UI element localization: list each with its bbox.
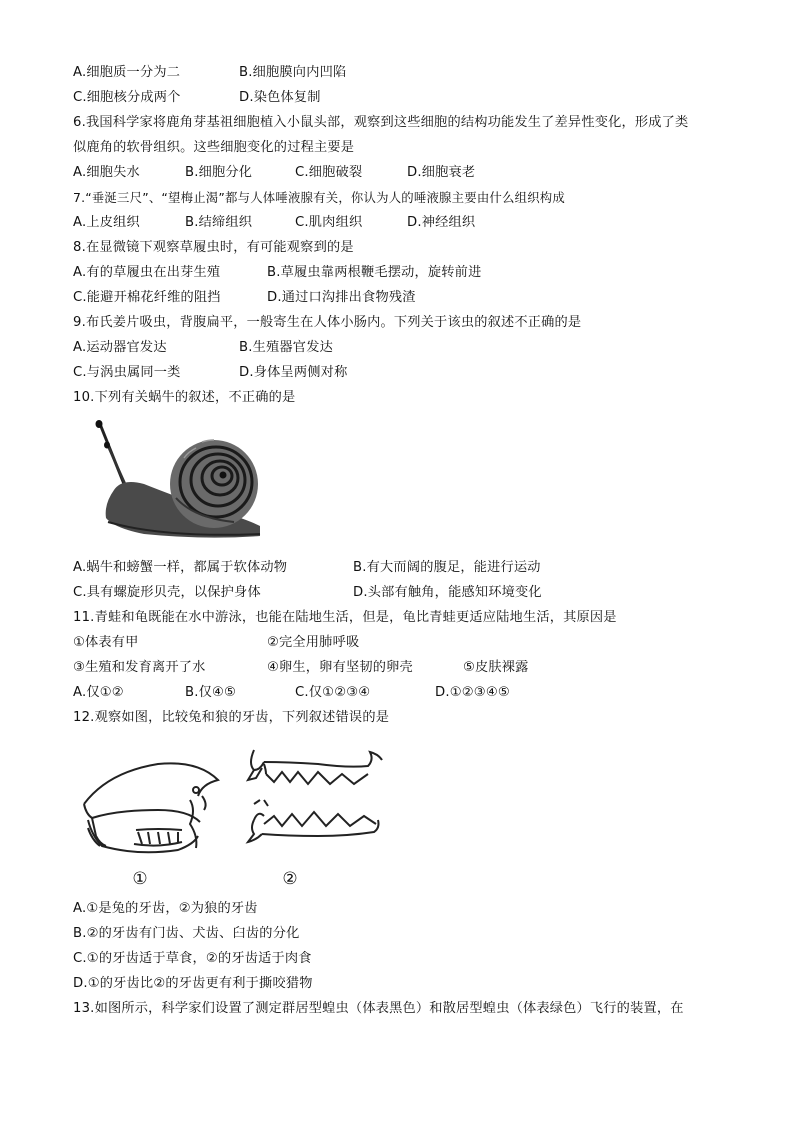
q7-option-a[interactable]: A.上皮组织 — [73, 215, 140, 230]
q11-statement-1: ①体表有甲 — [73, 635, 139, 650]
q7-option-c[interactable]: C.肌肉组织 — [295, 215, 363, 230]
q11-option-a[interactable]: A.仅①② — [73, 685, 124, 700]
q8-option-d[interactable]: D.通过口沟排出食物残渣 — [267, 290, 416, 305]
q11-statement-4: ④卵生，卵有坚韧的卵壳 — [267, 660, 413, 675]
q5-option-b[interactable]: B.细胞膜向内凹陷 — [239, 65, 347, 80]
q8-stem: 8.在显微镜下观察草履虫时，有可能观察到的是 — [73, 240, 354, 255]
q12-option-a[interactable]: A.①是兔的牙齿，②为狼的牙齿 — [73, 901, 258, 916]
figure-label-2: ② — [282, 869, 298, 889]
snail-figure — [84, 418, 268, 544]
q6-option-d[interactable]: D.细胞衰老 — [407, 165, 476, 180]
q10-option-d[interactable]: D.头部有触角，能感知环境变化 — [353, 585, 542, 600]
q8-option-c[interactable]: C.能避开棉花纤维的阻挡 — [73, 290, 221, 305]
q9-option-c[interactable]: C.与涡虫属同一类 — [73, 365, 181, 380]
q11-option-c[interactable]: C.仅①②③④ — [295, 685, 371, 700]
q10-stem: 10.下列有关蜗牛的叙述，不正确的是 — [73, 390, 296, 405]
q5-option-c[interactable]: C.细胞核分成两个 — [73, 90, 181, 105]
q12-stem: 12.观察如图，比较兔和狼的牙齿，下列叙述错误的是 — [73, 710, 390, 725]
q11-option-d[interactable]: D.①②③④⑤ — [435, 685, 510, 700]
q11-stem: 11.青蛙和龟既能在水中游泳，也能在陆地生活，但是，龟比青蛙更适应陆地生活，其原因是 — [73, 610, 617, 625]
q6-option-a[interactable]: A.细胞失水 — [73, 165, 140, 180]
q11-option-b[interactable]: B.仅④⑤ — [185, 685, 237, 700]
q9-option-b[interactable]: B.生殖器官发达 — [239, 340, 333, 355]
q11-statement-3: ③生殖和发育离开了水 — [73, 660, 206, 675]
q13-stem: 13.如图所示，科学家们设置了测定群居型蝗虫（体表黑色）和散居型蝗虫（体表绿色）飞行的装置，在 — [73, 1001, 684, 1016]
q10-option-c[interactable]: C.具有螺旋形贝壳，以保护身体 — [73, 585, 261, 600]
q7-option-b[interactable]: B.结缔组织 — [185, 215, 253, 230]
figure-label-1: ① — [132, 869, 148, 889]
q5-option-d[interactable]: D.染色体复制 — [239, 90, 321, 105]
q11-statement-2: ②完全用肺呼吸 — [267, 635, 360, 650]
teeth-figure — [78, 740, 388, 892]
q10-option-a[interactable]: A.蜗牛和螃蟹一样，都属于软体动物 — [73, 560, 288, 575]
q12-option-d[interactable]: D.①的牙齿比②的牙齿更有利于撕咬猎物 — [73, 976, 313, 991]
q6-option-c[interactable]: C.细胞破裂 — [295, 165, 363, 180]
q9-stem: 9.布氏姜片吸虫，背腹扁平，一般寄生在人体小肠内。下列关于该虫的叙述不正确的是 — [73, 315, 582, 330]
q7-option-d[interactable]: D.神经组织 — [407, 215, 476, 230]
q10-option-b[interactable]: B.有大而阔的腹足，能进行运动 — [353, 560, 541, 575]
q8-option-b[interactable]: B.草履虫靠两根鞭毛摆动，旋转前进 — [267, 265, 482, 280]
q7-stem: 7.“垂涎三尺”、“望梅止渴”都与人体唾液腺有关，你认为人的唾液腺主要由什么组织构成 — [73, 190, 565, 205]
q11-statement-5: ⑤皮肤裸露 — [463, 660, 529, 675]
q5-option-a[interactable]: A.细胞质一分为二 — [73, 65, 181, 80]
q6-stem-line-2: 似鹿角的软骨组织。这些细胞变化的过程主要是 — [73, 140, 355, 155]
q9-option-d[interactable]: D.身体呈两侧对称 — [239, 365, 348, 380]
q6-option-b[interactable]: B.细胞分化 — [185, 165, 253, 180]
q9-option-a[interactable]: A.运动器官发达 — [73, 340, 167, 355]
q8-option-a[interactable]: A.有的草履虫在出芽生殖 — [73, 265, 221, 280]
q12-option-b[interactable]: B.②的牙齿有门齿、犬齿、臼齿的分化 — [73, 926, 300, 941]
q12-option-c[interactable]: C.①的牙齿适于草食，②的牙齿适于肉食 — [73, 951, 312, 966]
q6-stem-line-1: 6.我国科学家将鹿角芽基祖细胞植入小鼠头部，观察到这些细胞的结构功能发生了差异性变化，形成了类 — [73, 115, 689, 130]
